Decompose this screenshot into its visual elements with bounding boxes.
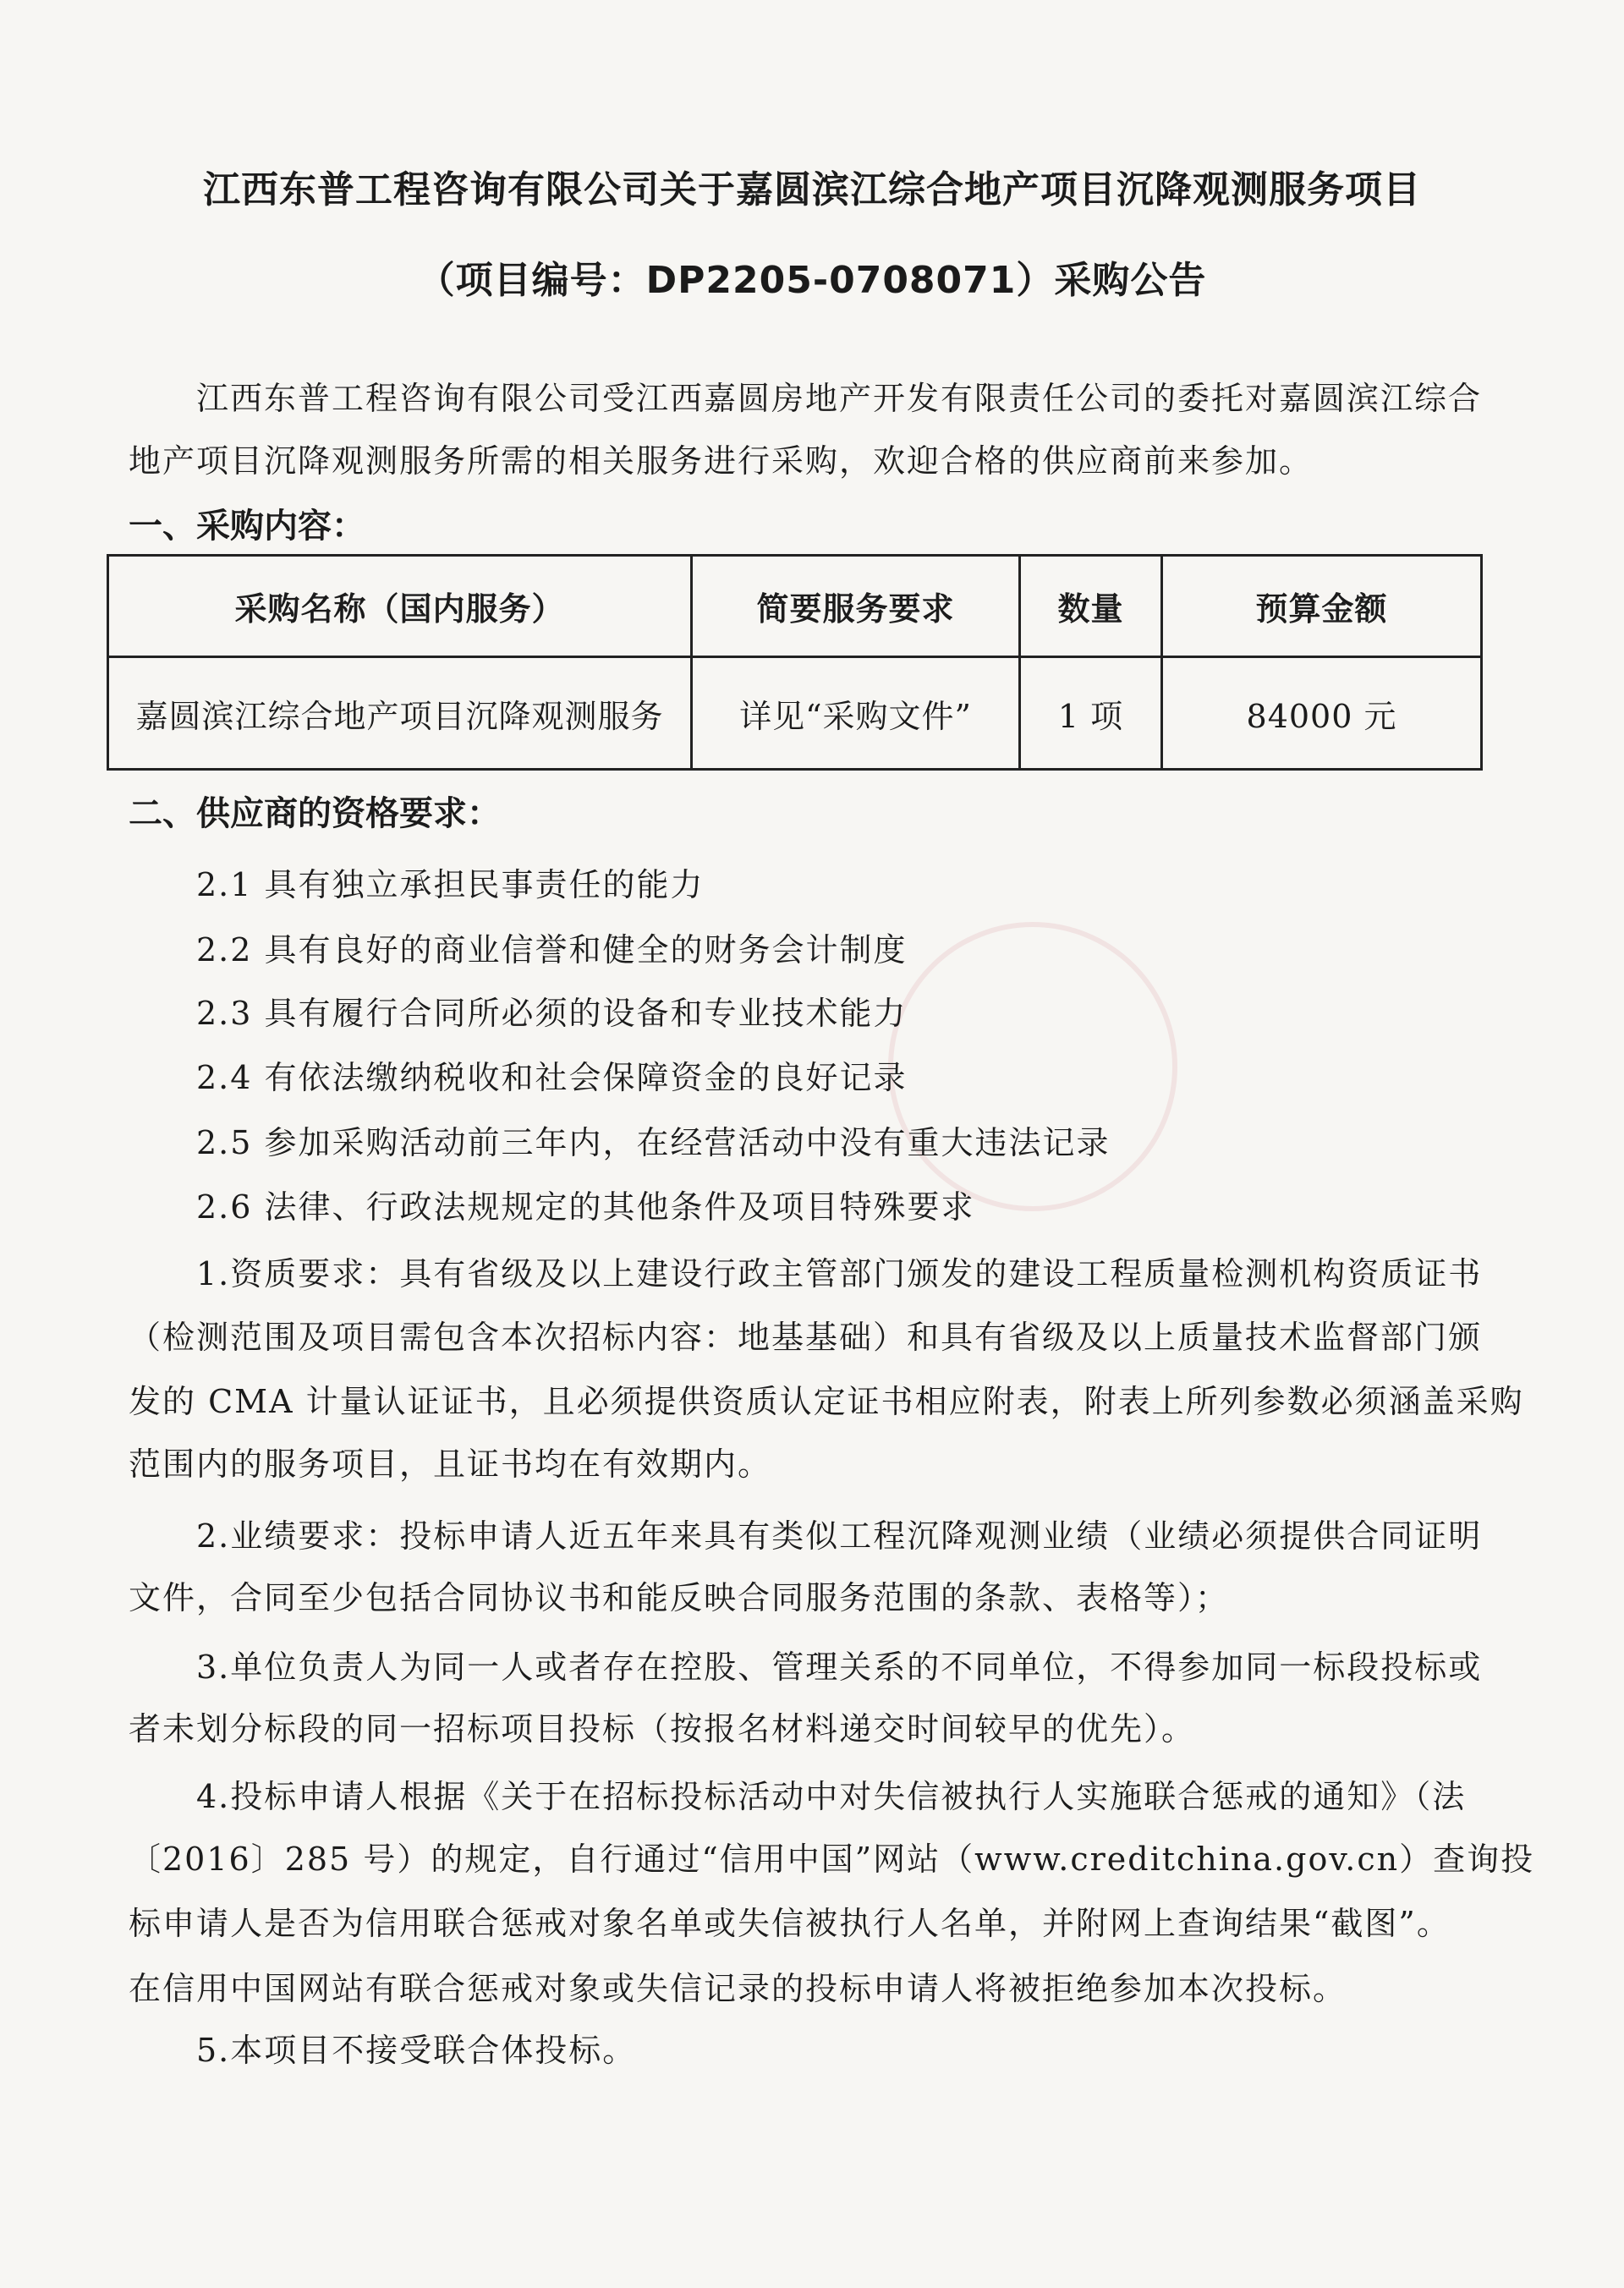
table-cell: 详见“采购文件” — [692, 657, 1020, 770]
table-header-cell: 简要服务要求 — [692, 556, 1020, 657]
title-line-2: （项目编号：DP2205-0708071）采购公告 — [417, 259, 1207, 302]
table-header-row — [108, 556, 1482, 657]
requirement-4-line: 〔2016〕285 号）的规定，自行通过“信用中国”网站（www.creditchina.gov.cn）查询投 — [129, 1841, 1535, 1878]
table-cell: 1 项 — [1020, 657, 1162, 770]
table-cell: 84000 元 — [1162, 657, 1482, 770]
requirement-4-line: 4.投标申请人根据《关于在招标投标活动中对失信被执行人实施联合惩戒的通知》（法 — [196, 1778, 1467, 1815]
requirement-5-line: 5.本项目不接受联合体投标。 — [196, 2032, 637, 2069]
section-1-heading: 一、采购内容： — [129, 507, 365, 546]
requirement-1-line: 发的 CMA 计量认证证书，且必须提供资质认定证书相应附表，附表上所列参数必须涵盖采购 — [129, 1383, 1524, 1420]
requirement-4-line: 在信用中国网站有联合惩戒对象或失信记录的投标申请人将被拒绝参加本次投标。 — [129, 1970, 1347, 2007]
procurement-table — [107, 554, 1483, 771]
table-header-cell: 采购名称（国内服务） — [108, 556, 692, 657]
table-row — [108, 657, 1482, 770]
intro-line-1: 江西东普工程咨询有限公司受江西嘉圆房地产开发有限责任公司的委托对嘉圆滨江综合 — [196, 380, 1483, 417]
qualification-item: 2.1 具有独立承担民事责任的能力 — [196, 866, 705, 903]
table-cell: 嘉圆滨江综合地产项目沉降观测服务 — [108, 657, 692, 770]
requirement-4-line: 标申请人是否为信用联合惩戒对象名单或失信被执行人名单，并附网上查询结果“截图”。 — [129, 1905, 1451, 1942]
faded-seal-stamp — [888, 922, 1177, 1211]
table-header-cell: 预算金额 — [1162, 556, 1482, 657]
section-2-heading: 二、供应商的资格要求： — [129, 794, 501, 833]
qualification-item: 2.6 法律、行政法规规定的其他条件及项目特殊要求 — [196, 1188, 975, 1226]
requirement-1-line: （检测范围及项目需包含本次招标内容：地基基础）和具有省级及以上质量技术监督部门颁 — [129, 1319, 1483, 1356]
title-line-1: 江西东普工程咨询有限公司关于嘉圆滨江综合地产项目沉降观测服务项目 — [203, 168, 1421, 211]
requirement-3-line: 者未划分标段的同一招标项目投标（按报名材料递交时间较早的优先）。 — [129, 1710, 1196, 1748]
table-header-cell: 数量 — [1020, 556, 1162, 657]
qualification-item: 2.3 具有履行合同所必须的设备和专业技术能力 — [196, 995, 908, 1032]
requirement-2-line: 2.业绩要求：投标申请人近五年来具有类似工程沉降观测业绩（业绩必须提供合同证明 — [196, 1517, 1483, 1555]
requirement-3-line: 3.单位负责人为同一人或者存在控股、管理关系的不同单位，不得参加同一标段投标或 — [196, 1649, 1483, 1686]
requirement-2-line: 文件，合同至少包括合同协议书和能反映合同服务范围的条款、表格等）； — [129, 1579, 1230, 1616]
intro-line-2: 地产项目沉降观测服务所需的相关服务进行采购，欢迎合格的供应商前来参加。 — [129, 442, 1314, 480]
qualification-item: 2.2 具有良好的商业信誉和健全的财务会计制度 — [196, 931, 908, 968]
qualification-item: 2.5 参加采购活动前三年内，在经营活动中没有重大违法记录 — [196, 1124, 1111, 1161]
requirement-1-line: 范围内的服务项目，且证书均在有效期内。 — [129, 1446, 772, 1483]
requirement-1-line: 1.资质要求：具有省级及以上建设行政主管部门颁发的建设工程质量检测机构资质证书 — [196, 1255, 1483, 1292]
qualification-item: 2.4 有依法缴纳税收和社会保障资金的良好记录 — [196, 1059, 908, 1096]
